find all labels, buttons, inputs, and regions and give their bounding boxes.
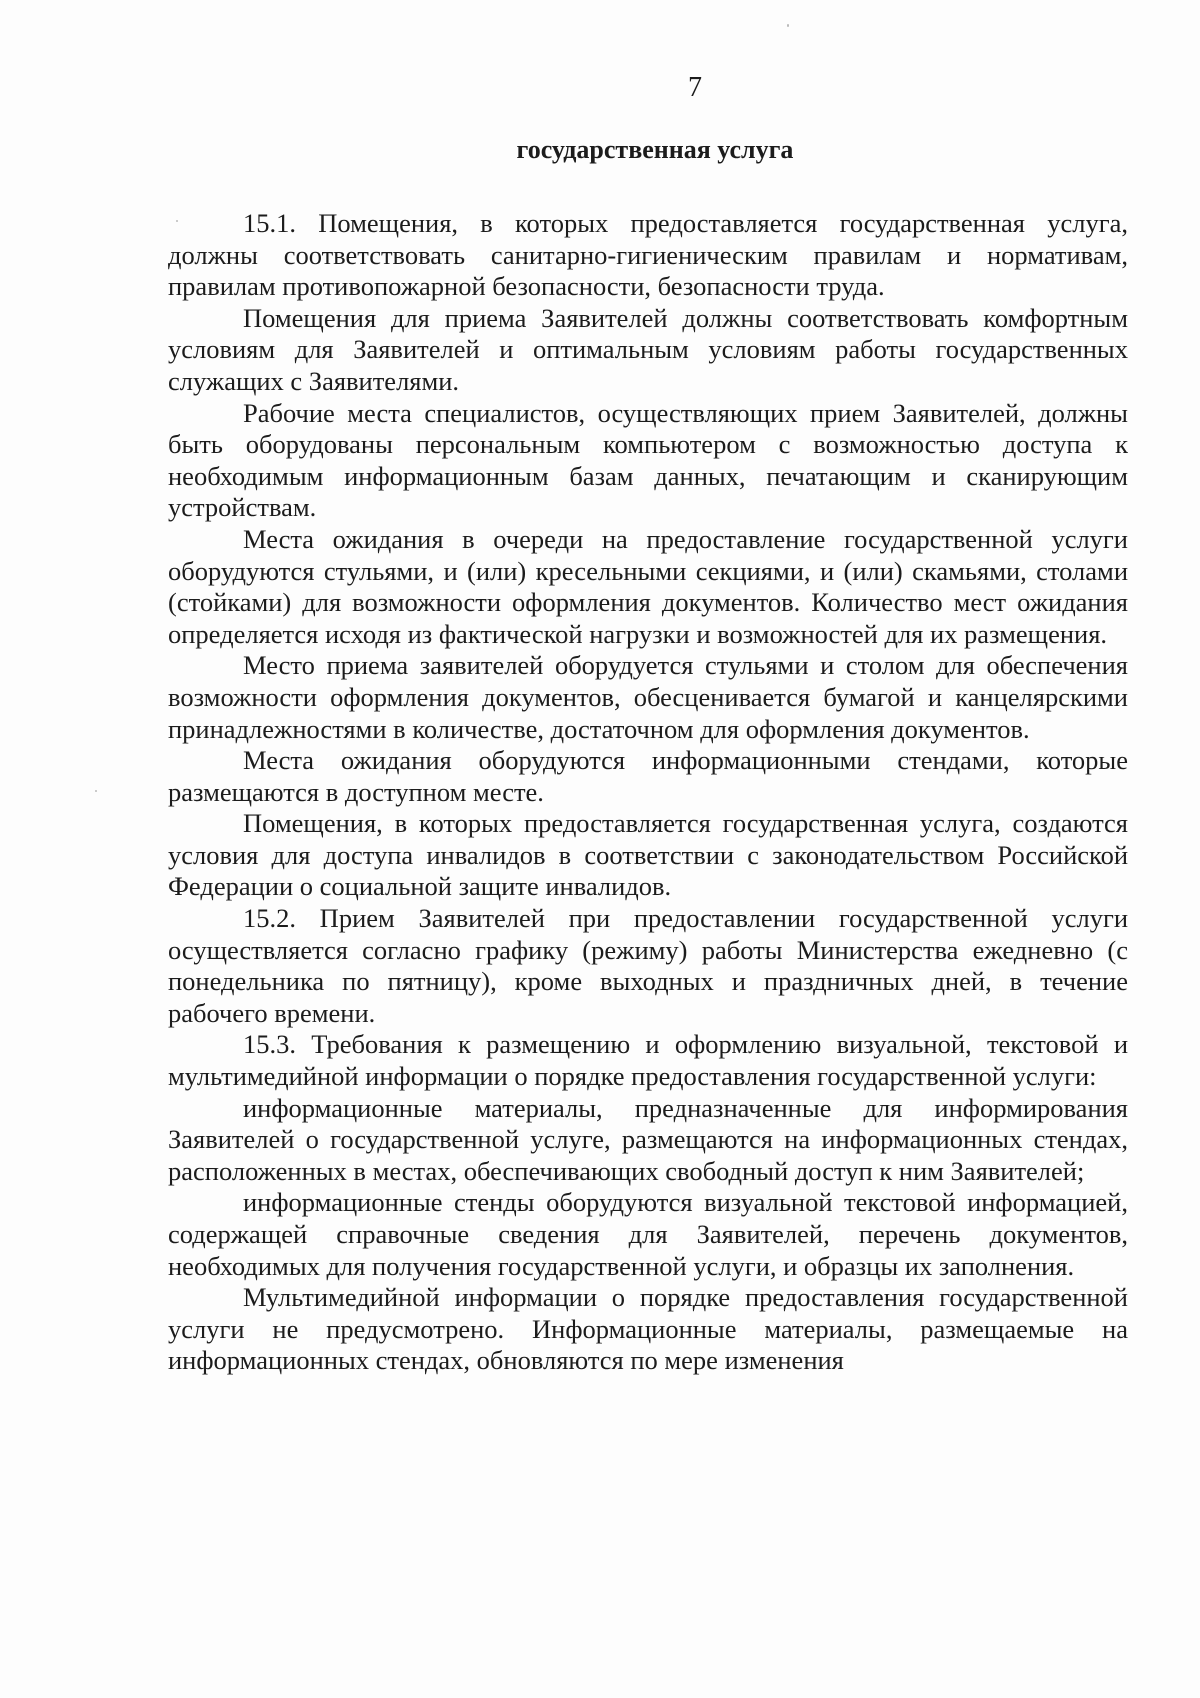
section-heading: государственная услуга (516, 135, 794, 164)
page-number: 7 (688, 72, 702, 103)
document-body (168, 208, 1128, 1377)
paragraph: Места ожидания оборудуются информационными стендами, которые размещаются в доступном месте. (168, 745, 1128, 807)
paragraph: 15.2. Прием Заявителей при предоставлении государственной услуги осуществляется согласно графику (режиму) работы Министерства ежедневно (с понедельника по пятницу), кроме выходных и праздничных дней, в течение рабочего времени. (168, 903, 1128, 1028)
paragraph: Места ожидания в очереди на предоставление государственной услуги оборудуются стульями, и (или) кресельными секциями, и (или) скамьями, столами (стойками) для возможности оформления документов. Количество мест ожидания определяется исходя из фактической нагрузки и возможностей для их размещения. (168, 523, 1128, 649)
paragraph: информационные материалы, предназначенные для информирования Заявителей о государственной услуге, размещаются на информационных стендах, расположенных в местах, обеспечивающих свободный доступ к ним Заявителей; (168, 1092, 1128, 1186)
scan-speck (787, 24, 789, 27)
paragraph: Помещения, в которых предоставляется государственная услуга, создаются условия для доступа инвалидов в соответствии с законодательством Российской Федерации о социальной защите инвалидов. (168, 808, 1128, 902)
paragraph: информационные стенды оборудуются визуальной текстовой информацией, содержащей справочные сведения для Заявителей, перечень документов, необходимых для получения государственной услуги, и образцы их заполнения. (168, 1187, 1128, 1281)
scan-speck (95, 790, 97, 792)
paragraph: 15.1. Помещения, в которых предоставляется государственная услуга, должны соответствовать санитарно-гигиеническим правилам и нормативам, правилам противопожарной безопасности, безопасности труда. (168, 208, 1128, 302)
paragraph: 15.3. Требования к размещению и оформлению визуальной, текстовой и мультимедийной информации о порядке предоставления государственной услуги: (168, 1029, 1128, 1092)
paragraph: Мультимедийной информации о порядке предоставления государственной услуги не предусмотрено. Информационные материалы, размещаемые на информационных стендах, обновляются по мере изменения (168, 1282, 1128, 1376)
paragraph: Место приема заявителей оборудуется стульями и столом для обеспечения возможности оформления документов, обесценивается бумагой и канцелярскими принадлежностями в количестве, достаточном для оформления документов. (168, 650, 1128, 744)
scan-speck (176, 220, 178, 222)
paragraph: Рабочие места специалистов, осуществляющих прием Заявителей, должны быть оборудованы персональным компьютером с возможностью доступа к необходимым информационным базам данных, печатающим и сканирующим устройствам. (168, 397, 1128, 523)
paragraph: Помещения для приема Заявителей должны соответствовать комфортным условиям для Заявителей и оптимальным условиям работы государственных служащих с Заявителями. (168, 302, 1128, 396)
